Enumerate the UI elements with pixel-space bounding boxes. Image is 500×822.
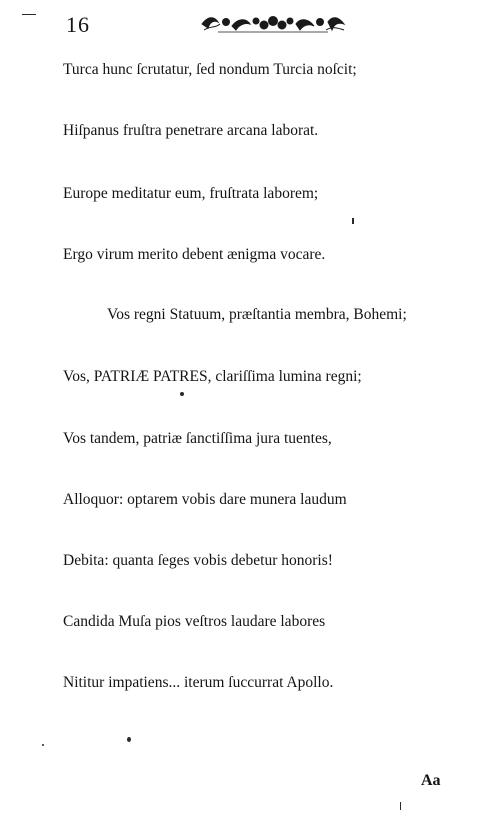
verse-line-2: Hiſpanus fruſtra penetrare arcana laborat. <box>63 122 319 139</box>
verse-line-10: Candida Muſa pios veſtros laudare labores <box>63 613 326 630</box>
verse-line-11: Nititur impatiens... iterum ſuccurrat Apollo. <box>63 674 334 691</box>
verse-line-1: Turca hunc ſcrutatur, ſed nondum Turcia noſcit; <box>63 61 357 78</box>
verse-line-7: Vos tandem, patriæ ſanctiſſima jura tuentes, <box>63 430 332 447</box>
ink-speck <box>400 802 401 810</box>
verse-line-9: Debita: quanta ſeges vobis debetur honoris! <box>63 552 333 569</box>
verse-line-3: Europe meditatur eum, fruſtrata laborem; <box>63 185 319 202</box>
page-number: 16 <box>66 12 90 37</box>
ink-speck <box>127 737 131 742</box>
ink-speck <box>22 14 36 15</box>
catchword: Aa <box>421 772 441 789</box>
verse-line-6: Vos, PATRIÆ PATRES, clariſſima lumina regni; <box>63 368 362 385</box>
ink-speck <box>180 392 184 396</box>
floral-headpiece-icon <box>198 12 348 36</box>
verse-line-4: Ergo virum merito debent ænigma vocare. <box>63 246 326 263</box>
ink-speck <box>352 218 354 224</box>
verse-line-5: Vos regni Statuum, præſtantia membra, Bohemi; <box>107 306 407 323</box>
ink-speck <box>42 744 44 746</box>
verse-line-8: Alloquor: optarem vobis dare munera laudum <box>63 491 347 508</box>
